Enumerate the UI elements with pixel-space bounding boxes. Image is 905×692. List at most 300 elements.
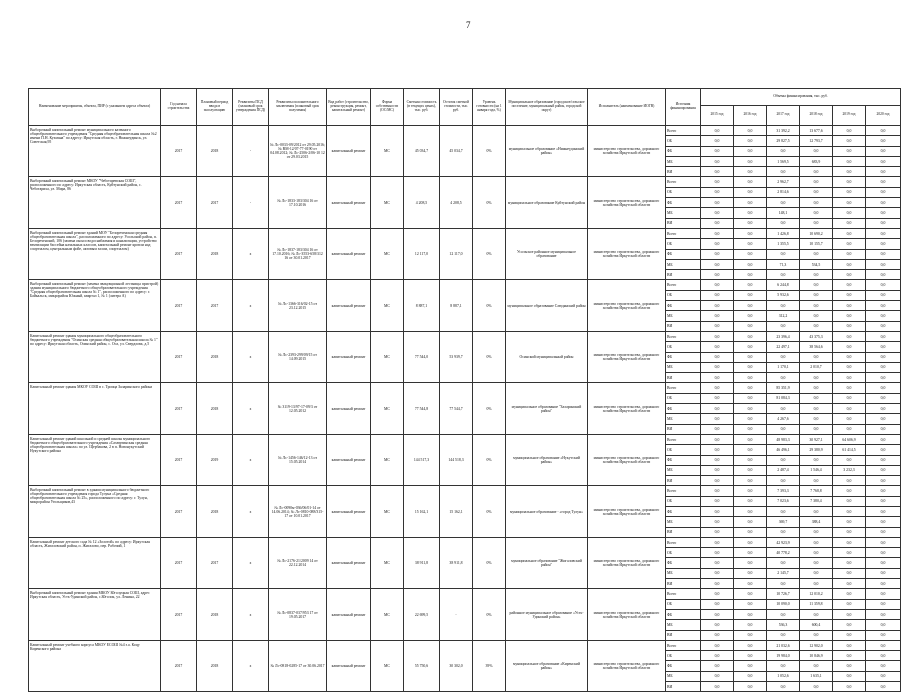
funding-value: 10 690,2	[800, 228, 833, 238]
funding-value: 0,0	[701, 682, 734, 692]
funding-value: 0,0	[767, 455, 800, 465]
start-year: 2017	[161, 640, 197, 691]
funding-value: 0,0	[833, 682, 866, 692]
funding-value: 0,0	[701, 362, 734, 372]
start-year: 2017	[161, 434, 197, 485]
header-cell: Год начала строительства	[161, 89, 197, 126]
executor: министерство строительства, дорожного хозяйства Иркутской области	[588, 537, 666, 588]
header-cell: Плановый период ввода в эксплуатацию	[197, 89, 233, 126]
header-cell: Форма собственности (ОС/МС)	[371, 89, 404, 126]
remaining-cost: 77 544,7	[440, 383, 473, 434]
funding-value: 71,3	[767, 259, 800, 269]
work-type: капитальный ремонт	[327, 126, 371, 177]
funding-value: 0,0	[833, 486, 866, 496]
funding-value: 0,0	[701, 331, 734, 341]
expertise-details: № Лс-1837-183/304 16 от 17.10.2016; № Лс-3553-658/312 16 от 30.01.2017	[269, 228, 327, 279]
remaining-cost: 4 208,5	[440, 177, 473, 228]
header-cell: Сметная стоимость (в текущих ценах), тыс. руб.	[404, 89, 440, 126]
executor: министерство строительства, дорожного хозяйства Иркутской области	[588, 589, 666, 640]
estimated-cost: 38 911,8	[404, 537, 440, 588]
funding-value: 0,0	[866, 599, 901, 609]
funding-value: 10 155,7	[800, 239, 833, 249]
funding-value: 0,0	[866, 506, 901, 516]
funding-value: 0,0	[833, 609, 866, 619]
work-type: капитальный ремонт	[327, 486, 371, 537]
funding-value: 0,0	[767, 198, 800, 208]
funding-value: 0,0	[701, 311, 734, 321]
funding-value: 23 396,4	[767, 331, 800, 341]
readiness-level: 0%	[473, 177, 506, 228]
funding-value: 0,0	[701, 198, 734, 208]
funding-source: ВИ	[666, 476, 701, 486]
funding-source: ОБ	[666, 599, 701, 609]
funding-value: 0,0	[734, 434, 767, 444]
funding-value: 4 267,6	[767, 414, 800, 424]
funding-value: 10 726,7	[767, 589, 800, 599]
funding-value: 0,0	[767, 249, 800, 259]
funding-value: 0,0	[800, 609, 833, 619]
funding-source: Всего	[666, 434, 701, 444]
funding-value: 0,0	[866, 249, 901, 259]
work-type: капитальный ремонт	[327, 331, 371, 382]
expertise-details: № Лс-1833-183/304 16 от 17.10.2016	[269, 177, 327, 228]
readiness-level: 0%	[473, 383, 506, 434]
funding-value: 0,0	[866, 228, 901, 238]
funding-value: 0,0	[701, 568, 734, 578]
funding-value: 0,0	[734, 640, 767, 650]
funding-value: 3 232,3	[833, 465, 866, 475]
table-row	[29, 486, 901, 496]
funding-value: 0,0	[866, 383, 901, 393]
funding-value: 0,0	[734, 383, 767, 393]
funding-value: 0,0	[701, 146, 734, 156]
funding-value: 0,0	[734, 589, 767, 599]
funding-value: 148,1	[767, 208, 800, 218]
funding-value: 0,0	[833, 290, 866, 300]
funding-value: 0,0	[734, 362, 767, 372]
commission-period: 2018	[197, 640, 233, 691]
funding-source: Всего	[666, 383, 701, 393]
municipality: Осинский муниципальный район	[506, 331, 588, 382]
start-year: 2017	[161, 228, 197, 279]
readiness-level: 0%	[473, 486, 506, 537]
funding-value: 0,0	[767, 270, 800, 280]
funding-value: 0,0	[734, 249, 767, 259]
expertise-details: № Лс-2393-299/09/15 от 14.09.2015	[269, 331, 327, 382]
funding-value: 0,0	[833, 455, 866, 465]
funding-value: 0,0	[833, 393, 866, 403]
funding-value: 0,0	[866, 239, 901, 249]
funding-value: 0,0	[800, 506, 833, 516]
funding-value: 0,0	[767, 630, 800, 640]
funding-value: 683,9	[800, 156, 833, 166]
municipality: муниципальное образование «Нижнеудинский район»	[506, 126, 588, 177]
funding-value: 0,0	[767, 527, 800, 537]
funding-source: МБ	[666, 465, 701, 475]
funding-value: 0,0	[833, 218, 866, 228]
funding-value: 0,0	[701, 609, 734, 619]
funding-value: 0,0	[866, 331, 901, 341]
funding-value: 0,0	[800, 383, 833, 393]
object-name: Выборочный капитальный ремонт в здании муниципального бюджетного общеобразовательного учреждения города Тулуна «Средняя общеобразовательная школа № 25», расположенного по адресу: г. Тулун, микрорайон Угольщиков,43	[29, 486, 161, 537]
start-year: 2017	[161, 486, 197, 537]
funding-value: 0,0	[800, 249, 833, 259]
funding-source: ФБ	[666, 301, 701, 311]
funding-value: 0,0	[734, 599, 767, 609]
funding-value: 0,0	[800, 393, 833, 403]
commission-period: 2018	[197, 589, 233, 640]
funding-source: МБ	[666, 414, 701, 424]
funding-source: ВИ	[666, 321, 701, 331]
funding-value: 0,0	[701, 167, 734, 177]
funding-value: 0,0	[701, 259, 734, 269]
funding-value: 0,0	[734, 156, 767, 166]
funding-value: 0,0	[734, 537, 767, 547]
funding-value: 0,0	[866, 465, 901, 475]
funding-value: 0,0	[701, 208, 734, 218]
funding-value: 0,0	[866, 651, 901, 661]
work-type: капитальный ремонт	[327, 228, 371, 279]
funding-value: 0,0	[734, 198, 767, 208]
ownership: МС	[371, 640, 404, 691]
funding-value: 0,0	[866, 630, 901, 640]
municipality: муниципальное образование Куйтунский район	[506, 177, 588, 228]
funding-value: 0,0	[833, 167, 866, 177]
funding-value: 42 923,9	[767, 537, 800, 547]
funding-value: 10 090,0	[767, 599, 800, 609]
funding-source: ВИ	[666, 579, 701, 589]
ownership: МС	[371, 331, 404, 382]
executor: министерство строительства, дорожного хозяйства Иркутской области	[588, 383, 666, 434]
expertise-details: № Лс-0837-037/953 17 от 19.05.2017	[269, 589, 327, 640]
table-row	[29, 126, 901, 136]
funding-value: 0,0	[833, 517, 866, 527]
funding-value: 0,0	[833, 640, 866, 650]
funding-value: 0,0	[734, 280, 767, 290]
funding-value: 0,0	[767, 352, 800, 362]
funding-value: 0,0	[701, 496, 734, 506]
funding-value: 0,0	[734, 620, 767, 630]
funding-value: 12 010,2	[800, 589, 833, 599]
funding-value: 10 846,9	[800, 651, 833, 661]
ownership: МС	[371, 177, 404, 228]
expertise-details: № 3119-13/97-17-09/3 от 12.05.2012	[269, 383, 327, 434]
funding-value: 536,3	[767, 620, 800, 630]
municipality: Усольское районное муниципальное образование	[506, 228, 588, 279]
funding-value: 0,0	[866, 476, 901, 486]
funding-value: 0,0	[734, 682, 767, 692]
funding-value: 0,0	[866, 445, 901, 455]
funding-value: 0,0	[866, 156, 901, 166]
funding-value: 0,0	[701, 506, 734, 516]
funding-value: 81 084,3	[767, 393, 800, 403]
funding-value: 0,0	[701, 476, 734, 486]
table-row	[29, 228, 901, 238]
funding-value: 0,0	[734, 465, 767, 475]
funding-value: 0,0	[701, 218, 734, 228]
funding-value: 0,0	[734, 259, 767, 269]
funding-value: 29 380,9	[800, 445, 833, 455]
funding-value: 0,0	[734, 568, 767, 578]
funding-value: 2 145,7	[767, 568, 800, 578]
funding-value: 0,0	[734, 609, 767, 619]
funding-value: 0,0	[734, 496, 767, 506]
funding-source: ВИ	[666, 373, 701, 383]
funding-value: 534,5	[800, 259, 833, 269]
funding-source: Всего	[666, 537, 701, 547]
funding-value: 0,0	[734, 321, 767, 331]
funding-value: 85 351,9	[767, 383, 800, 393]
header-cell: Исполнитель (наименование ИОГВ)	[588, 89, 666, 126]
funding-value: 0,0	[701, 640, 734, 650]
object-name: Капитальный ремонт зданий школьной и средней школы муниципального бюджетного общеобразовательного учреждения «Сахюртинская средняя общеобразовательная школа» по ул. Щербакова, 2 в п. Новонукутский Нукутского района	[29, 434, 161, 485]
funding-value: 0,0	[701, 517, 734, 527]
funding-source: ФБ	[666, 455, 701, 465]
readiness-level: 0%	[473, 228, 506, 279]
funding-source: ОБ	[666, 393, 701, 403]
funding-value: 0,0	[866, 640, 901, 650]
funding-value: 0,0	[734, 506, 767, 516]
funding-value: 0,0	[767, 682, 800, 692]
funding-value: 1 569,5	[767, 156, 800, 166]
header-cell: Уровень готовности (на 1 января года, %)	[473, 89, 506, 126]
funding-source: МБ	[666, 311, 701, 321]
funding-source: Всего	[666, 486, 701, 496]
funding-value: 0,0	[833, 270, 866, 280]
funding-value: 0,0	[767, 476, 800, 486]
funding-value: 0,0	[833, 568, 866, 578]
funding-value: 0,0	[701, 434, 734, 444]
funding-source: ФБ	[666, 404, 701, 414]
funding-value: 2 487,4	[767, 465, 800, 475]
psd-details: х	[233, 434, 269, 485]
funding-value: 64 606,9	[833, 434, 866, 444]
funding-value: 0,0	[734, 476, 767, 486]
funding-source: МБ	[666, 362, 701, 372]
funding-value: 1 170,1	[767, 362, 800, 372]
funding-value: 0,0	[701, 404, 734, 414]
expertise-details: № Лс-1366-316/02-15 от 23.12.2015	[269, 280, 327, 331]
funding-value: 0,0	[734, 661, 767, 671]
funding-value: 0,0	[734, 167, 767, 177]
funding-source: МБ	[666, 156, 701, 166]
funding-value: 600,4	[800, 620, 833, 630]
funding-value: 0,0	[800, 682, 833, 692]
header-year: 2019 год	[833, 105, 866, 125]
table-row	[29, 589, 901, 599]
funding-value: 0,0	[800, 167, 833, 177]
readiness-level: 0%	[473, 434, 506, 485]
funding-value: 0,0	[866, 486, 901, 496]
funding-value: 0,0	[866, 671, 901, 681]
funding-source: Всего	[666, 280, 701, 290]
object-name: Капитальный ремонт здания МКОУ СОШ в с. Троица Заларинского района	[29, 383, 161, 434]
funding-value: 0,0	[701, 548, 734, 558]
ownership: МС	[371, 589, 404, 640]
funding-value: 0,0	[800, 208, 833, 218]
funding-value: 0,0	[866, 548, 901, 558]
funding-value: 0,0	[701, 301, 734, 311]
work-type: капитальный ремонт	[327, 177, 371, 228]
funding-value: 0,0	[734, 218, 767, 228]
funding-value: 11 359,8	[800, 599, 833, 609]
funding-value: 0,0	[701, 579, 734, 589]
executor: министерство строительства, дорожного хозяйства Иркутской области	[588, 228, 666, 279]
funding-value: 0,0	[866, 259, 901, 269]
psd-details: х	[233, 640, 269, 691]
ownership: МС	[371, 434, 404, 485]
funding-value: 12 902,0	[800, 640, 833, 650]
funding-value: 0,0	[833, 136, 866, 146]
funding-value: 0,0	[866, 301, 901, 311]
funding-value: 0,0	[866, 424, 901, 434]
funding-source: ФБ	[666, 352, 701, 362]
psd-details: -	[233, 126, 269, 177]
funding-value: 0,0	[866, 682, 901, 692]
funding-value: 0,0	[701, 290, 734, 300]
funding-value: 0,0	[866, 208, 901, 218]
funding-value: 0,0	[734, 579, 767, 589]
funding-value: 0,0	[701, 177, 734, 187]
remaining-cost: 53 939,7	[440, 331, 473, 382]
funding-value: 0,0	[833, 362, 866, 372]
funding-value: 2 814,6	[767, 187, 800, 197]
funding-value: 0,0	[866, 434, 901, 444]
funding-value: 0,0	[833, 321, 866, 331]
object-name: Капитальный ремонт учебного корпуса МКОУ ЕСОШ №4 з.а. Коцу Киренского района	[29, 640, 161, 691]
funding-value: 0,0	[701, 270, 734, 280]
funding-value: 0,0	[734, 404, 767, 414]
funding-value: 0,0	[833, 177, 866, 187]
funding-value: 0,0	[866, 321, 901, 331]
funding-value: 6 244,8	[767, 280, 800, 290]
funding-value: 0,0	[734, 136, 767, 146]
funding-value: 0,0	[800, 290, 833, 300]
funding-value: 0,0	[833, 373, 866, 383]
funding-value: 0,0	[866, 609, 901, 619]
start-year: 2017	[161, 331, 197, 382]
funding-value: 0,0	[767, 167, 800, 177]
work-type: капитальный ремонт	[327, 280, 371, 331]
funding-source: ОБ	[666, 290, 701, 300]
funding-value: 0,0	[866, 198, 901, 208]
funding-value: 0,0	[833, 671, 866, 681]
funding-value: 0,0	[734, 424, 767, 434]
funding-source: МБ	[666, 671, 701, 681]
funding-value: 0,0	[866, 393, 901, 403]
municipality: муниципальное образование «Киренский район»	[506, 640, 588, 691]
funding-value: 0,0	[767, 404, 800, 414]
funding-value: 0,0	[833, 342, 866, 352]
funding-source: ВИ	[666, 630, 701, 640]
readiness-level: 0%	[473, 589, 506, 640]
funding-value: 0,0	[701, 342, 734, 352]
ownership: МС	[371, 383, 404, 434]
funding-source: ОБ	[666, 651, 701, 661]
funding-value: 0,0	[800, 198, 833, 208]
funding-value: 0,0	[833, 599, 866, 609]
funding-source: Всего	[666, 126, 701, 136]
psd-details: х	[233, 589, 269, 640]
page-number: 7	[466, 20, 471, 30]
funding-value: 0,0	[734, 517, 767, 527]
executor: министерство строительства, дорожного хозяйства Иркутской области	[588, 126, 666, 177]
header-cell: Реквизиты ПСД (плановый срок утверждения ПСД)	[233, 89, 269, 126]
psd-details: -	[233, 177, 269, 228]
funding-value: 0,0	[800, 218, 833, 228]
funding-value: 388,4	[800, 517, 833, 527]
estimated-cost: 8 887,1	[404, 280, 440, 331]
funding-value: 46 496,1	[767, 445, 800, 455]
remaining-cost: -	[440, 589, 473, 640]
header-year: 2015 год	[701, 105, 734, 125]
funding-value: 7 380,4	[800, 496, 833, 506]
funding-value: 2 962,7	[767, 177, 800, 187]
funding-source: МБ	[666, 568, 701, 578]
funding-value: 0,0	[833, 589, 866, 599]
funding-source: МБ	[666, 517, 701, 527]
estimated-cost: 77 544,0	[404, 331, 440, 382]
funding-value: 5 932,6	[767, 290, 800, 300]
funding-value: 0,0	[734, 331, 767, 341]
commission-period: 2018	[197, 331, 233, 382]
funding-value: 0,0	[833, 630, 866, 640]
funding-value: 0,0	[734, 228, 767, 238]
funding-value: 31 392,2	[767, 126, 800, 136]
funding-value: 1 635,1	[800, 671, 833, 681]
funding-value: 0,0	[734, 187, 767, 197]
header-cell: Источник финансирования	[666, 89, 701, 126]
funding-source: ОБ	[666, 187, 701, 197]
funding-value: 0,0	[701, 373, 734, 383]
funding-source: ВИ	[666, 218, 701, 228]
funding-value: 0,0	[701, 352, 734, 362]
funding-value: 0,0	[734, 373, 767, 383]
funding-value: 22 497,1	[767, 342, 800, 352]
funding-value: 0,0	[767, 321, 800, 331]
funding-value: 48 983,3	[767, 434, 800, 444]
ownership: МС	[371, 280, 404, 331]
funding-value: 0,0	[800, 630, 833, 640]
funding-value: 0,0	[767, 506, 800, 516]
funding-value: 0,0	[833, 496, 866, 506]
table-row	[29, 383, 901, 393]
executor: министерство строительства, дорожного хозяйства Иркутской области	[588, 434, 666, 485]
ownership: МС	[371, 486, 404, 537]
table-row	[29, 640, 901, 650]
funding-source: Всего	[666, 640, 701, 650]
funding-value: 0,0	[833, 527, 866, 537]
funding-value: 0,0	[866, 290, 901, 300]
funding-source: ОБ	[666, 342, 701, 352]
funding-source: ВИ	[666, 424, 701, 434]
funding-value: 0,0	[833, 280, 866, 290]
object-name: Выборочный капитальный ремонт МКОУ "Чеботаревская СОШ", расположенного по адресу: Иркутская область, Куйтунский район, с. Чеботариха, ул. Мира, 86	[29, 177, 161, 228]
funding-value: 0,0	[800, 537, 833, 547]
funding-value: 0,0	[866, 136, 901, 146]
funding-source: ОБ	[666, 548, 701, 558]
funding-value: 0,0	[767, 579, 800, 589]
psd-details: х	[233, 228, 269, 279]
funding-source: Всего	[666, 331, 701, 341]
commission-period: 2018	[197, 486, 233, 537]
funding-value: 0,0	[866, 373, 901, 383]
funding-value: 43 375,3	[800, 331, 833, 341]
funding-value: 0,0	[701, 651, 734, 661]
funding-value: 1 546,4	[800, 465, 833, 475]
funding-source: ВИ	[666, 527, 701, 537]
readiness-level: 0%	[473, 126, 506, 177]
